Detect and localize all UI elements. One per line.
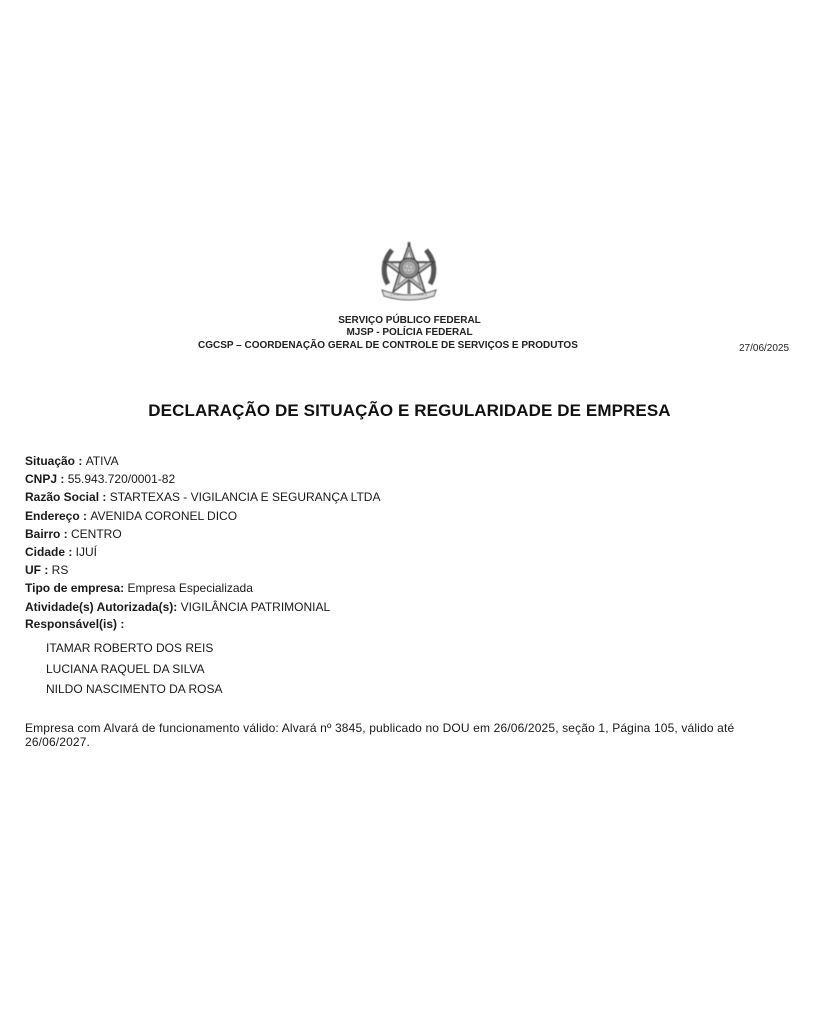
field-label: Razão Social : bbox=[25, 490, 110, 505]
field-value: 55.943.720/0001-82 bbox=[67, 472, 176, 487]
field-cnpj bbox=[25, 470, 380, 488]
company-fields bbox=[25, 452, 380, 616]
field-label: Bairro : bbox=[25, 526, 72, 541]
header-line-coordination: CGCSP – COORDENAÇÃO GERAL DE CONTROLE DE SERVIÇOS E PRODUTOS bbox=[198, 340, 578, 351]
document-header bbox=[0, 315, 819, 339]
field-situacao bbox=[25, 452, 380, 470]
brazil-coat-of-arms-icon bbox=[376, 238, 442, 304]
list-item: LUCIANA RAQUEL DA SILVA bbox=[46, 661, 205, 676]
field-label: CNPJ : bbox=[25, 472, 68, 487]
field-label: UF : bbox=[25, 563, 52, 578]
field-bairro bbox=[25, 525, 380, 543]
field-cidade bbox=[25, 543, 380, 561]
field-value: RS bbox=[51, 563, 69, 578]
field-atividades bbox=[25, 598, 380, 616]
field-value: VIGILÂNCIA PATRIMONIAL bbox=[180, 599, 331, 614]
field-label: Situação : bbox=[25, 454, 86, 468]
field-value: CENTRO bbox=[71, 526, 122, 541]
field-label: Endereço : bbox=[25, 508, 91, 523]
document-title: DECLARAÇÃO DE SITUAÇÃO E REGULARIDADE DE EMPRESA bbox=[148, 401, 671, 420]
document-date: 27/06/2025 bbox=[739, 343, 790, 354]
responsaveis-label: Responsável(is) : bbox=[25, 617, 125, 631]
field-razao-social bbox=[25, 488, 380, 506]
list-item: ITAMAR ROBERTO DOS REIS bbox=[46, 641, 214, 655]
field-value: ATIVA bbox=[85, 454, 119, 468]
header-line-service: SERVIÇO PÚBLICO FEDERAL bbox=[338, 315, 481, 326]
field-label: Cidade : bbox=[25, 545, 76, 560]
field-value: AVENIDA CORONEL DICO bbox=[90, 508, 238, 523]
field-label: Atividade(s) Autorizada(s): bbox=[25, 599, 181, 614]
list-item: NILDO NASCIMENTO DA ROSA bbox=[46, 682, 223, 696]
header-line-agency: MJSP - POLÍCIA FEDERAL bbox=[346, 327, 473, 338]
field-uf bbox=[25, 561, 380, 579]
field-label: Tipo de empresa: bbox=[25, 581, 128, 596]
field-endereco bbox=[25, 507, 380, 525]
responsaveis-list bbox=[46, 638, 222, 700]
field-value: IJUÍ bbox=[75, 545, 98, 560]
field-tipo-empresa bbox=[25, 579, 380, 597]
field-value: STARTEXAS - VIGILANCIA E SEGURANÇA LTDA bbox=[109, 490, 381, 505]
field-value: Empresa Especializada bbox=[127, 581, 253, 596]
alvara-statement: Empresa com Alvará de funcionamento válido: Alvará nº 3845, publicado no DOU em 26/06/2025, seção 1, Página 105, válido até 26/06/2027. bbox=[25, 721, 735, 749]
